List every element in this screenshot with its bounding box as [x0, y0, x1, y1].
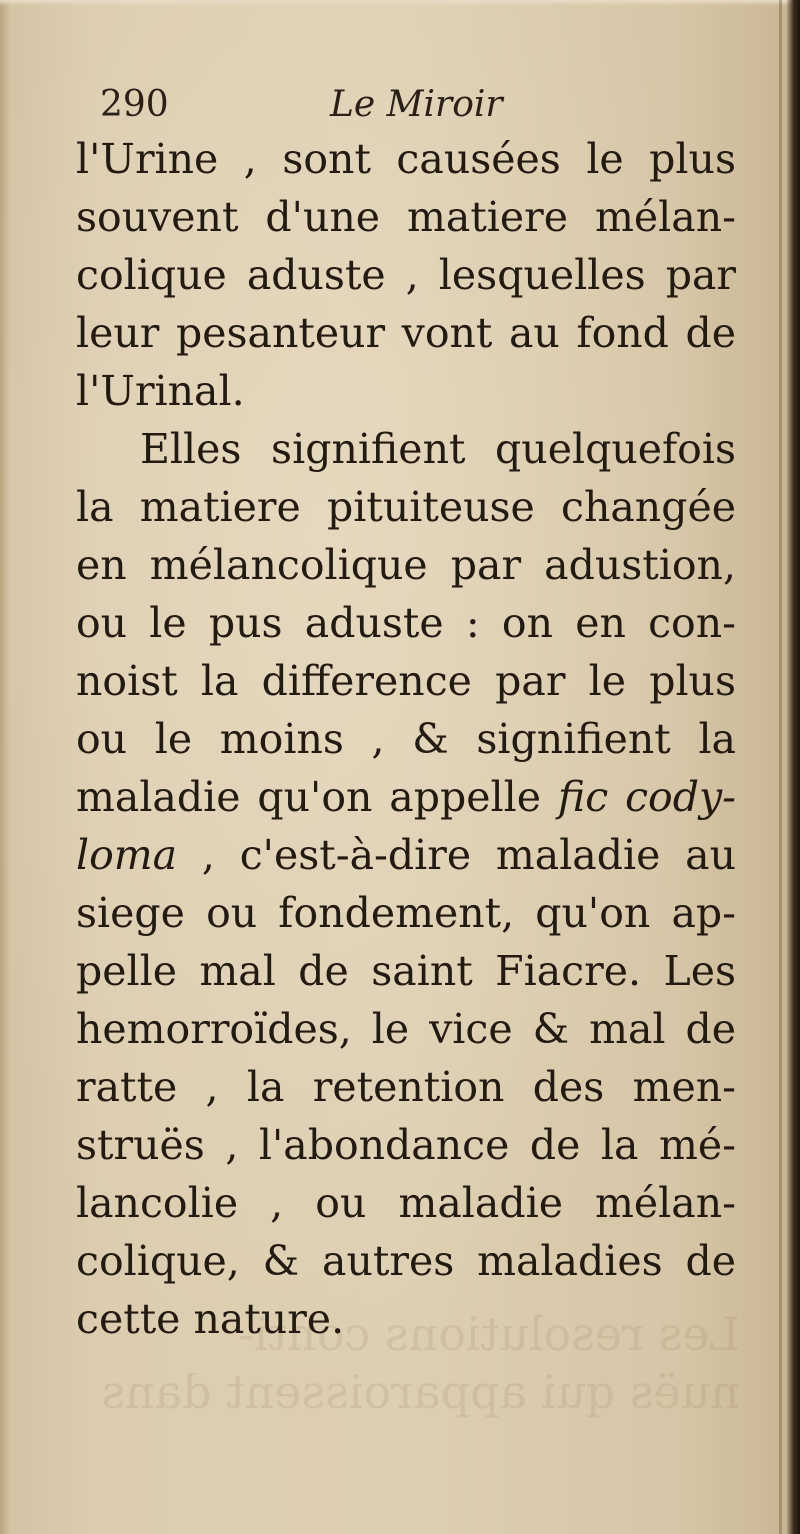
text-line: Elles signifient quelquefois: [140, 425, 736, 473]
text-line: struës , l'abondance de la mé-: [76, 1121, 736, 1169]
text-line: l'Urinal.: [76, 367, 245, 415]
text-line: siege ou fondement, qu'on ap-: [76, 889, 736, 937]
text-line-with-italic: [76, 826, 736, 884]
page-left-edge: [0, 0, 10, 1534]
body-text: [76, 130, 736, 1348]
gutter-shadow: [779, 0, 782, 1534]
text-line-with-italic: [76, 768, 736, 826]
page-header: [100, 84, 720, 134]
text-segment: , c'est-à-dire maladie au: [177, 831, 736, 879]
text-line: leur pesanteur vont au fond de: [76, 309, 736, 357]
text-line: la matiere pituiteuse changée: [76, 483, 736, 531]
bleed-through-line: Les resolutions conti-: [238, 1307, 740, 1361]
running-title: Le Miroir: [330, 84, 503, 125]
text-line: ou le moins , & signifient la: [76, 715, 736, 763]
text-line: en mélancolique par adustion,: [76, 541, 736, 589]
text-line: colique, & autres maladies de: [76, 1237, 736, 1285]
text-line: souvent d'une matiere mélan-: [76, 193, 736, 241]
text-line: ratte , la retention des men-: [76, 1063, 736, 1111]
text-line: lancolie , ou maladie mélan-: [76, 1179, 736, 1227]
book-spine: [786, 0, 800, 1534]
page-number: 290: [100, 84, 169, 125]
text-line: colique aduste , lesquelles par: [76, 251, 736, 299]
bleed-through-line: nuës qui apparoissent dans: [101, 1365, 740, 1419]
text-line: pelle mal de saint Fiacre. Les: [76, 947, 736, 995]
text-line: noist la difference par le plus: [76, 657, 736, 705]
italic-term: fic cody-: [557, 773, 736, 821]
text-line: cette nature.: [76, 1295, 345, 1343]
text-line: hemorroïdes, le vice & mal de: [76, 1005, 736, 1053]
text-segment: maladie qu'on appelle: [76, 773, 558, 821]
page-top-edge: [0, 0, 800, 6]
italic-term: loma: [76, 831, 178, 879]
text-line: l'Urine , sont causées le plus: [76, 135, 736, 183]
text-line: ou le pus aduste : on en con-: [76, 599, 736, 647]
